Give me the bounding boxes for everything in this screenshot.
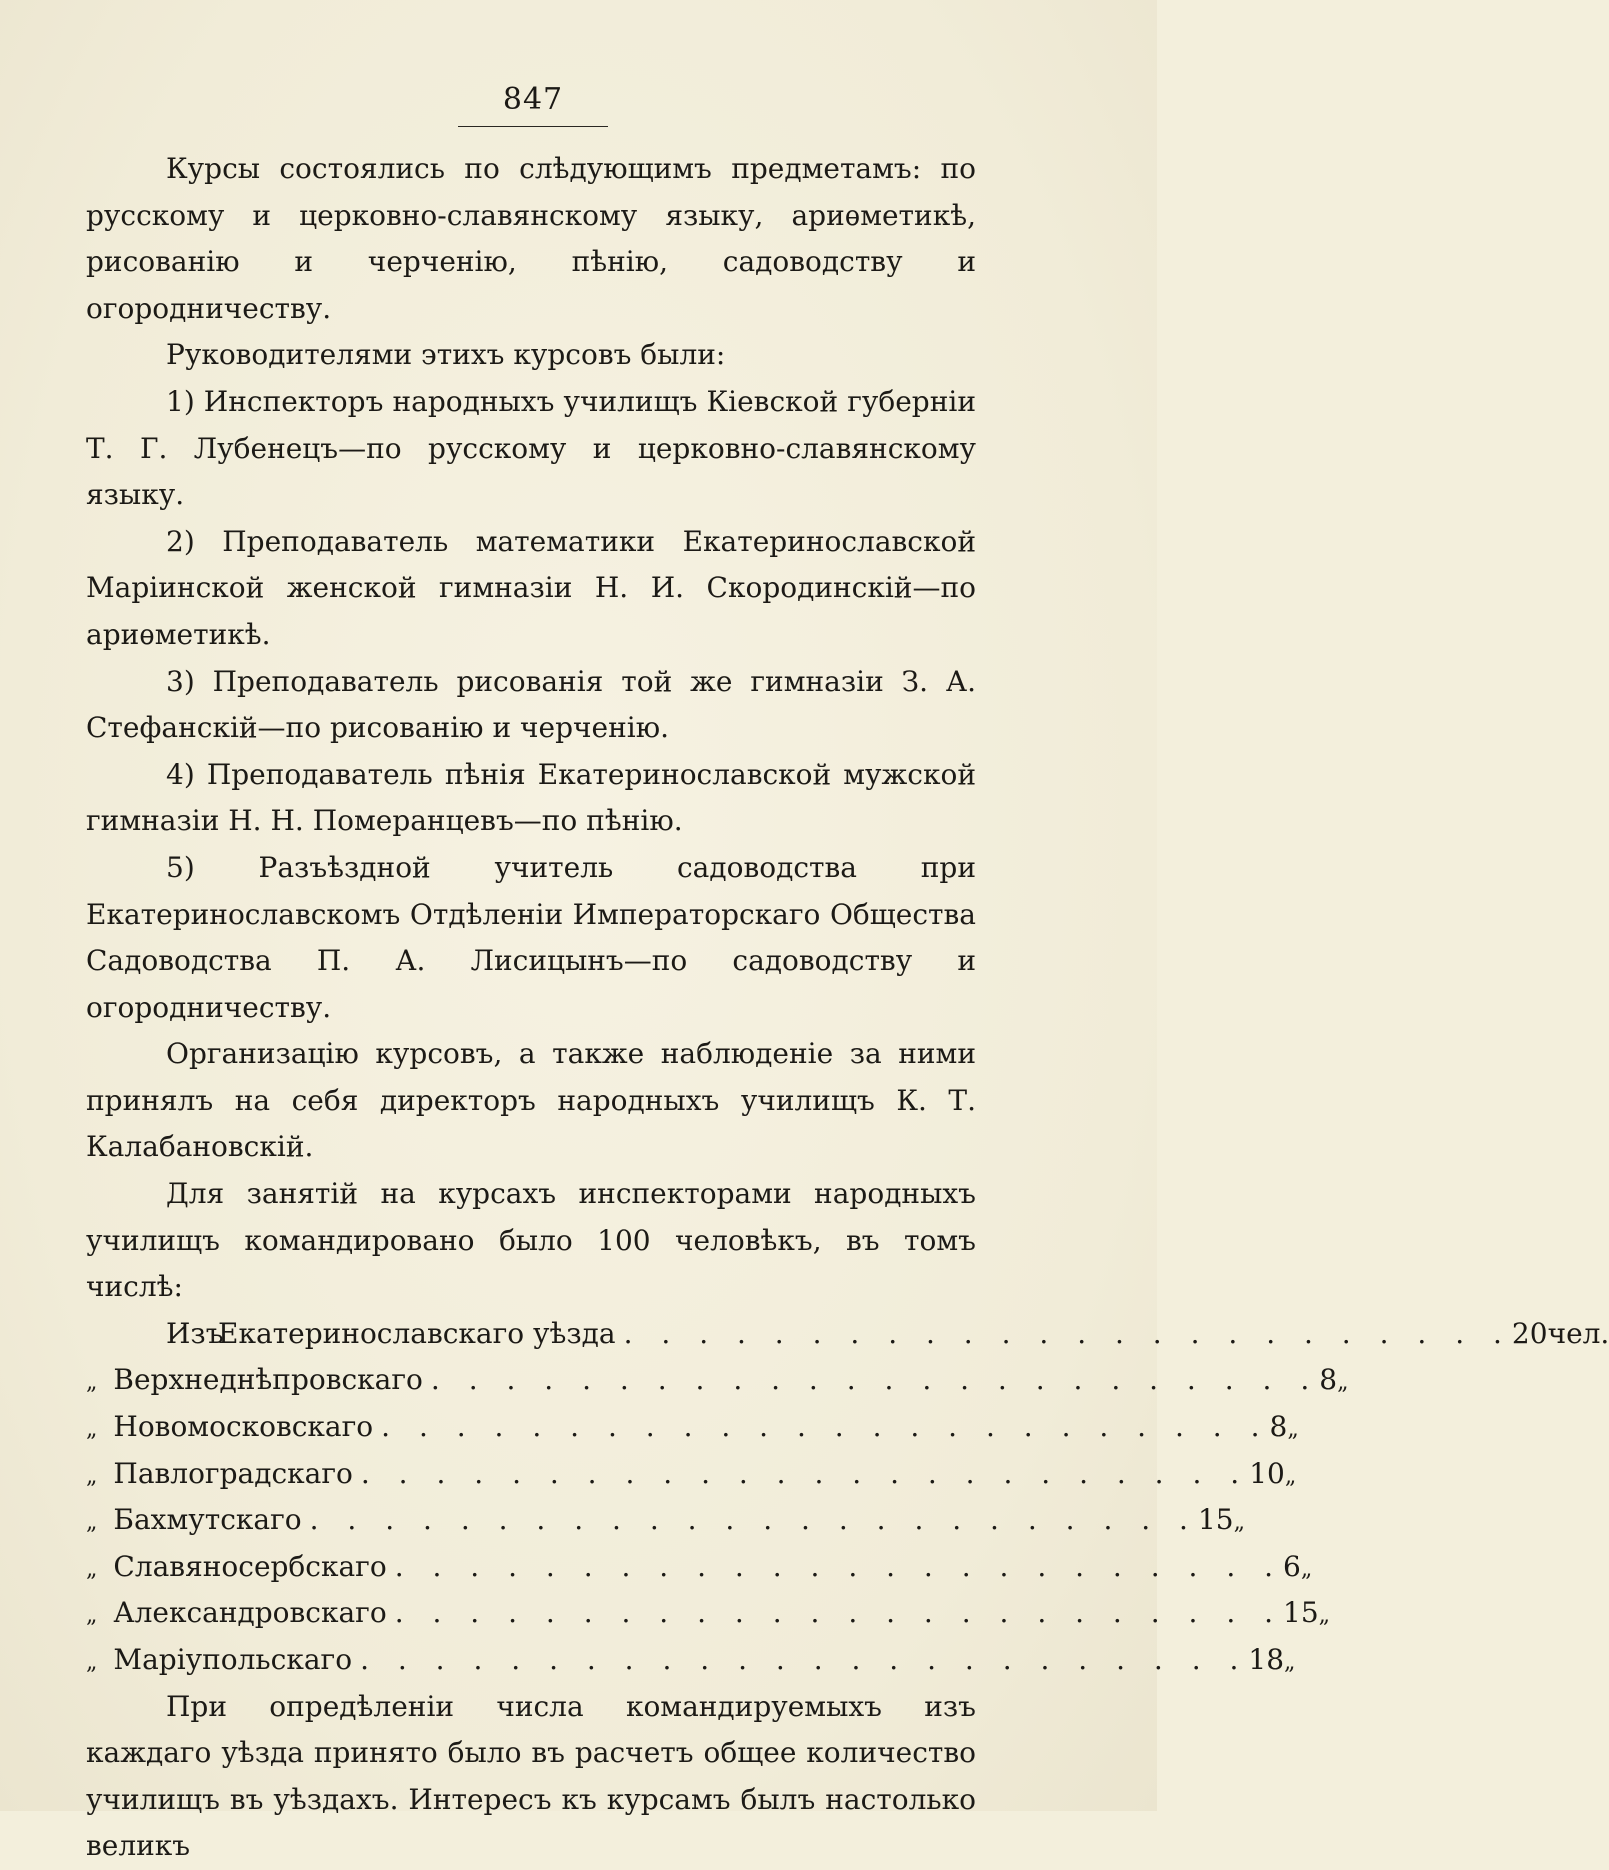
- table-row: [86, 1637, 1296, 1684]
- district-name: Бахмутскаго: [113, 1503, 302, 1537]
- ditto-mark: „: [86, 1463, 98, 1489]
- ditto-mark: „: [86, 1370, 98, 1396]
- unit-ditto-mark: „: [1318, 1603, 1331, 1629]
- leader-dots: . . . . . . . . . . . . . . . . . . . . . . . .: [430, 1363, 1320, 1397]
- body-text: [86, 146, 1609, 1870]
- district-name: Верхнеднѣпровскаго: [113, 1363, 423, 1397]
- unit-ditto-mark: „: [1300, 1556, 1313, 1582]
- table-row: [86, 1404, 1299, 1451]
- page-number-rule: [458, 126, 608, 127]
- unit-ditto-mark: „: [1287, 1417, 1299, 1443]
- leader-dots: . . . . . . . . . . . . . . . . . . . . . . . .: [381, 1410, 1270, 1444]
- district-name: Маріупольскаго: [113, 1643, 353, 1676]
- table-row: [86, 1497, 1245, 1544]
- paragraph-organization: Организацію курсовъ, а также наблюденіе за ними принялъ на себя директоръ народныхъ училищъ К. Т. Калабановскій.: [86, 1037, 976, 1164]
- district-count: 15: [1197, 1503, 1234, 1537]
- table-row: [86, 1357, 1349, 1404]
- leader-dots: . . . . . . . . . . . . . . . . . . . . . . . .: [360, 1456, 1250, 1490]
- leader-dots: . . . . . . . . . . . . . . . . . . . . . . . .: [394, 1549, 1284, 1583]
- unit-ditto-mark: „: [1337, 1370, 1349, 1396]
- paragraph-leader-4: 4) Преподаватель пѣнія Екатеринославской мужской гимназіи Н. Н. Померанцевъ—по пѣнію.: [86, 757, 976, 838]
- paragraph-delegation-basis: При опредѣленіи числа командируемыхъ изъ каждаго уѣзда принято было въ расчетъ общее количество училищъ въ уѣздахъ. Интересъ къ курсамъ былъ настолько великъ: [86, 1689, 976, 1863]
- ditto-mark: „: [86, 1510, 98, 1536]
- unit-ditto-mark: „: [1284, 1463, 1297, 1489]
- district-table: [86, 1311, 1609, 1684]
- paragraph-leader-1: 1) Инспекторъ народныхъ училищъ Кіевской губерніи Т. Г. Лубенецъ—по русскому и церковно-славянскому языку.: [86, 384, 976, 512]
- district-name: Екатеринославскаго уѣзда: [218, 1316, 616, 1350]
- leader-dots: . . . . . . . . . . . . . . . . . . . . . . . .: [623, 1316, 1512, 1350]
- ditto-mark: „: [86, 1650, 98, 1675]
- district-count: 10: [1249, 1456, 1285, 1490]
- page-number: 847: [502, 82, 564, 117]
- leader-dots: . . . . . . . . . . . . . . . . . . . . . . . .: [360, 1643, 1249, 1676]
- ditto-mark: „: [86, 1603, 98, 1629]
- row-prefix: Изъ: [166, 1316, 224, 1350]
- district-count: 18: [1248, 1643, 1285, 1676]
- unit-label: чел.: [1547, 1316, 1609, 1350]
- paragraph-leader-2: 2) Преподаватель математики Екатеринославской Маріинской женской гимназіи Н. И. Скородинскій—по ариѳметикѣ.: [86, 524, 976, 651]
- district-name: Новомосковскаго: [113, 1410, 374, 1444]
- leader-dots: . . . . . . . . . . . . . . . . . . . . . . . .: [309, 1503, 1198, 1537]
- table-row: [86, 1311, 1609, 1358]
- district-count: 8: [1269, 1410, 1288, 1444]
- unit-ditto-mark: „: [1233, 1510, 1245, 1536]
- district-count: 6: [1283, 1549, 1301, 1583]
- district-name: Павлоградскаго: [113, 1456, 353, 1490]
- paragraph-courses-subjects: Курсы состоялись по слѣдующимъ предметамъ: по русскому и церковно-славянскому языку, ариѳметикѣ, рисованію и черченію, пѣнію, садоводству и огородничеству.: [86, 152, 976, 325]
- ditto-mark: „: [86, 1417, 98, 1443]
- district-count: 8: [1319, 1363, 1338, 1397]
- district-count: 20: [1511, 1316, 1548, 1350]
- district-count: 15: [1283, 1596, 1319, 1630]
- table-row: [86, 1544, 1313, 1591]
- ditto-mark: „: [86, 1556, 98, 1582]
- table-row: [86, 1590, 1331, 1637]
- paragraph-delegation-intro: Для занятій на курсахъ инспекторами народныхъ училищъ командировано было 100 человѣкъ, въ томъ числѣ:: [86, 1177, 976, 1304]
- paragraph-leader-3: 3) Преподаватель рисованія той же гимназіи З. А. Стефанскій—по рисованію и черченію.: [86, 664, 976, 745]
- paragraph-leaders-intro: Руководителями этихъ курсовъ были:: [166, 338, 726, 372]
- table-row: [86, 1451, 1297, 1498]
- district-name: Славяносербскаго: [113, 1549, 387, 1583]
- paragraph-leader-5: 5) Разъѣздной учитель садоводства при Екатеринославскомъ Отдѣленіи Императорскаго Общества Садоводства П. А. Лисицынъ—по садоводству и огородничеству.: [86, 850, 976, 1024]
- leader-dots: . . . . . . . . . . . . . . . . . . . . . . . .: [394, 1596, 1284, 1630]
- district-name: Александровскаго: [113, 1596, 387, 1630]
- unit-ditto-mark: „: [1284, 1650, 1296, 1675]
